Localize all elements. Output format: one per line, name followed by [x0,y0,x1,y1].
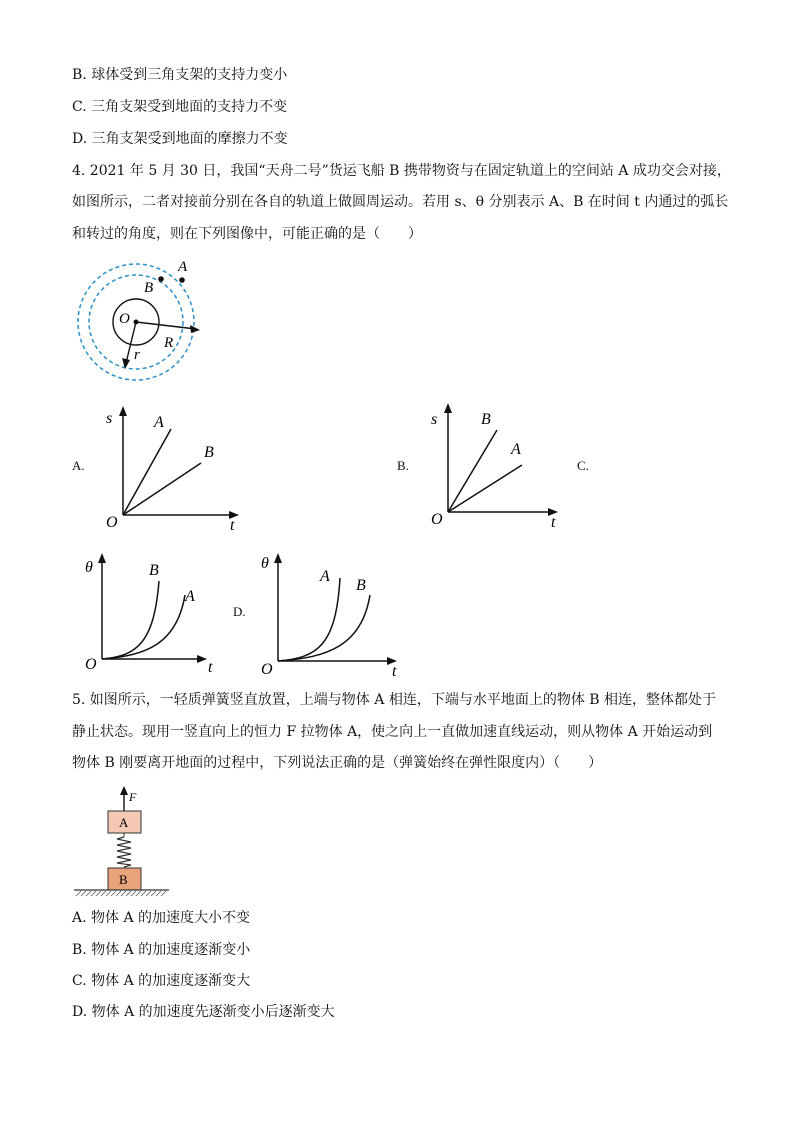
y-axis-arrow [444,403,452,413]
orbit-diagram [70,255,210,385]
prev-option-b: B. 球体受到三角支架的支持力变小 [72,67,288,83]
option-b-label: B. [397,458,409,473]
option-d-label: D. [233,604,246,619]
curve-lower-label: B [356,577,366,594]
curve-lower [102,595,185,659]
origin-label: O [85,656,97,673]
q5-option-a: A. 物体 A 的加速度大小不变 [72,910,251,926]
label-A: A [178,259,188,275]
radius-R-arrow [190,325,200,333]
graph-option-a [100,405,260,534]
q5-option-b: B. 物体 A 的加速度逐渐变小 [72,942,251,958]
q4-stem-line3: 和转过的角度，则在下列图像中，可能正确的是（ ） [72,226,422,242]
block-b-label: B [119,872,128,887]
x-axis-arrow [197,655,207,663]
curve-lower-label: A [185,588,195,605]
axis-y-label: s [106,410,113,427]
radius-R-line [136,322,196,329]
option-a-label: A. [72,458,85,473]
line-lower-label: A [511,441,521,458]
axis-y-label: s [431,411,438,428]
label-R: R [164,335,174,351]
force-arrow-head [120,786,128,795]
graph-option-b [425,402,585,531]
point-b [158,276,164,282]
axis-y-label: θ [85,559,93,576]
line-upper-label: A [154,414,164,431]
line-upper [448,430,497,512]
q5-stem-line1: 5. 如图所示，一轻质弹簧竖直放置，上端与物体 A 相连，下端与水平地面上的物体 B 相连，整体都处于 [72,692,717,708]
graph-option-c [82,548,242,678]
ground-hatching [76,891,166,896]
y-axis-arrow [119,406,127,416]
curve-lower [278,595,370,661]
line-lower-label: B [204,444,214,461]
line-lower [123,463,201,515]
prev-option-c: C. 三角支架受到地面的支持力不变 [72,99,288,115]
axis-x-label: t [392,663,397,680]
point-a [179,277,185,283]
spring [117,837,131,867]
axis-y-label: θ [261,555,269,572]
q5-option-c: C. 物体 A 的加速度逐渐变大 [72,973,251,989]
axis-x-label: t [230,517,235,534]
label-B: B [144,280,154,296]
force-label: F [129,790,137,804]
label-O: O [119,311,130,327]
line-upper [123,429,171,515]
origin-label: O [106,514,118,531]
prev-option-d: D. 三角支架受到地面的摩擦力不变 [72,131,288,147]
q4-stem-line1: 4. 2021 年 5 月 30 日，我国“天舟二号”货运飞船 B 携带物资与在固定轨道上的空间站 A 成功交会对接， [72,163,731,179]
y-axis-arrow [274,553,282,563]
spring-block-figure [72,785,182,900]
axis-x-label: t [551,514,556,531]
label-r: r [134,347,140,363]
q5-stem-line3: 物体 B 刚要离开地面的过程中，下列说法正确的是（弹簧始终在弹性限度内）（ ） [72,755,603,771]
q5-option-d: D. 物体 A 的加速度先逐渐变小后逐渐变大 [72,1004,335,1020]
curve-upper-label: B [149,562,159,579]
line-upper-label: B [481,411,491,428]
line-lower [448,465,522,512]
option-c-label: C. [577,458,589,473]
curve-upper-label: A [320,568,330,585]
graph-option-d [258,548,418,678]
block-a-label: A [119,815,129,830]
axis-x-label: t [208,659,213,676]
origin-label: O [261,661,273,678]
curve-upper [278,578,340,661]
q5-stem-line2: 静止状态。现用一竖直向上的恒力 F 拉物体 A，使之向上一直做加速直线运动，则从物体 A 开始运动到 [72,724,713,740]
q4-stem-line2: 如图所示，二者对接前分别在各自的轨道上做圆周运动。若用 s、θ 分别表示 A、B 在时间 t 内通过的弧长 [72,194,729,210]
y-axis-arrow [98,553,106,563]
origin-label: O [431,511,443,528]
